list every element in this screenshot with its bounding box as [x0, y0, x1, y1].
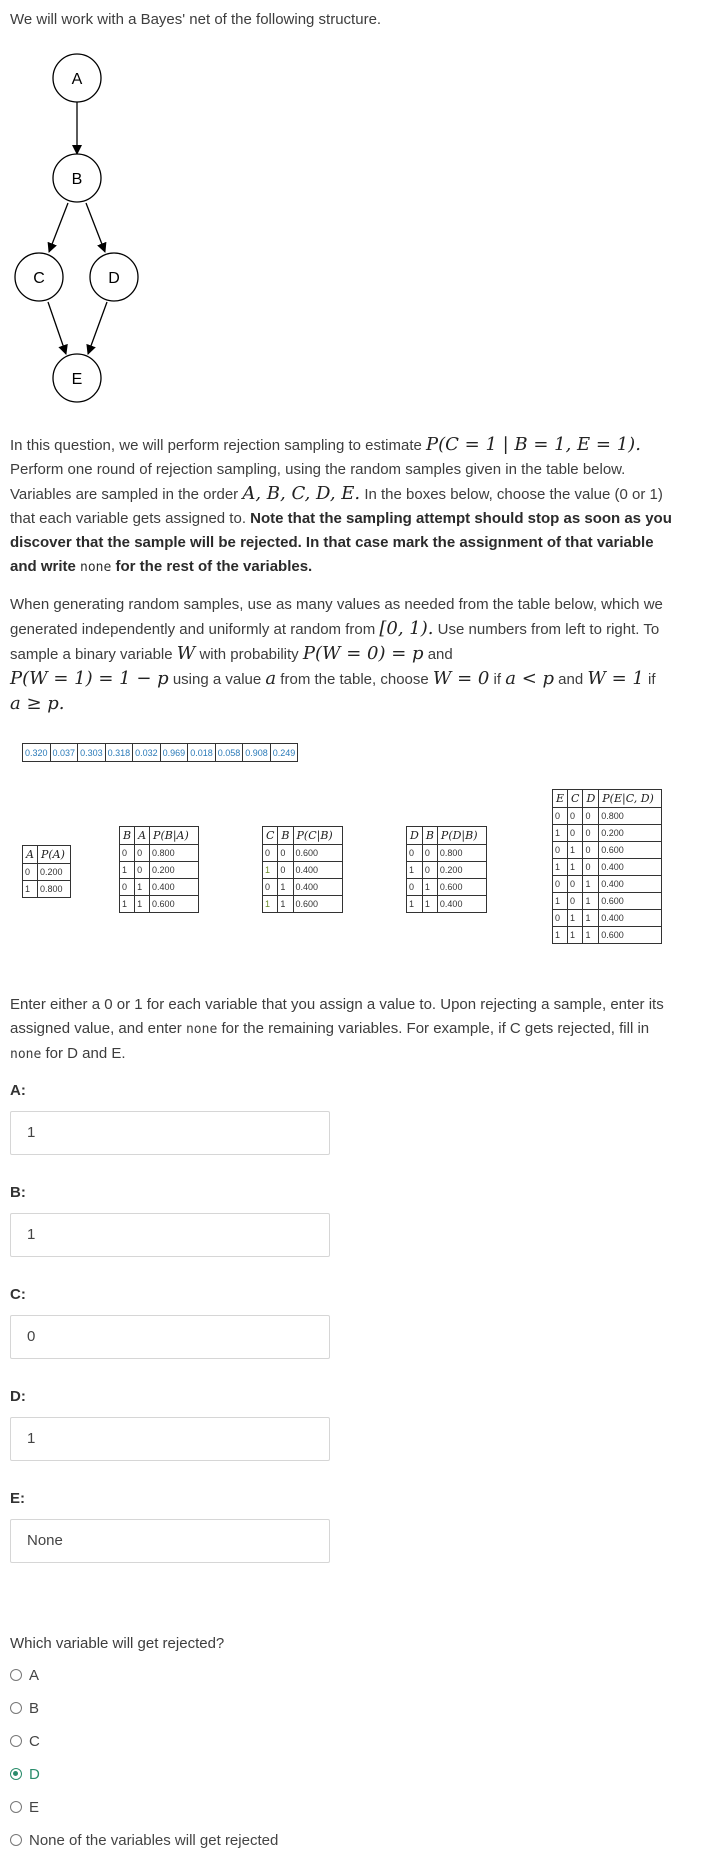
table-row: 0 1 0.600	[407, 879, 487, 896]
field-label-e: E:	[10, 1490, 25, 1507]
edge-b-c	[49, 203, 68, 252]
cpt-a-table: A P(A) 0 0.200 1 0.800	[22, 845, 71, 898]
answer-input-d[interactable]: 1	[10, 1417, 330, 1461]
table-row: 1 0 0 0.200	[553, 825, 662, 842]
radio-button[interactable]	[10, 1735, 22, 1747]
radio-button[interactable]	[10, 1834, 22, 1846]
radio-option-a[interactable]: A	[10, 1664, 39, 1686]
radio-option-b[interactable]: B	[10, 1697, 39, 1719]
cpt-e-table: E C D P(E|C, D) 0 0 0 0.800 1 0 0 0.200 0 1 0 0.600 1 1 0 0.400 0 0 1 0.400 1 0 1 0.600 0 1 1 0.400 1 1 1 0.600	[552, 789, 662, 944]
sample-cell: 0.249	[270, 744, 298, 762]
table-row: 1 0 0.200	[120, 862, 199, 879]
node-b	[53, 154, 101, 202]
cpt-b-table: B A P(B|A) 0 0 0.800 1 0 0.200 0 1 0.400 1 1 0.600	[119, 826, 199, 913]
cpt-d-table: D B P(D|B) 0 0 0.800 1 0 0.200 0 1 0.600 1 1 0.400	[406, 826, 487, 913]
question-paragraph-1: In this question, we will perform rejection sampling to estimate P(C = 1 | B = 1, E = 1). Perform one round of rejection sampling, using the random samples given in the table below. Variables are sampled in the order A, B, C, D, E. In the boxes below, choose the value (0 or 1) that each variable gets assigned to. Note that the sampling attempt should stop as soon as you discover that the sample will be rejected. In that case mark the assignment of that variable and write none for the rest of the variables.	[10, 434, 672, 575]
table-row: 0 1 1 0.400	[553, 910, 662, 927]
sample-cell: 0.037	[50, 744, 78, 762]
radio-button[interactable]	[10, 1801, 22, 1813]
table-row: 1 1 0 0.400	[553, 859, 662, 876]
random-samples-table	[22, 743, 298, 762]
samples-row	[23, 744, 298, 762]
radio-button-selected[interactable]	[10, 1768, 22, 1780]
sample-cell: 0.320	[23, 744, 51, 762]
table-row: 0 0.200	[23, 864, 71, 881]
field-label-c: C:	[10, 1286, 26, 1303]
sample-cell: 0.032	[133, 744, 161, 762]
math-target: P(C = 1 | B = 1, E = 1).	[426, 434, 641, 455]
table-row: 1 0 1 0.600	[553, 893, 662, 910]
table-row: 1 1 0.600	[120, 896, 199, 913]
sample-cell: 0.018	[188, 744, 216, 762]
answer-input-c[interactable]: 0	[10, 1315, 330, 1359]
answer-input-a[interactable]: 1	[10, 1111, 330, 1155]
table-row: 1 0 0.200	[407, 862, 487, 879]
node-d	[90, 253, 138, 301]
table-row: 0 1 0.400	[120, 879, 199, 896]
svg-text:E: E	[71, 371, 83, 388]
answer-input-b[interactable]: 1	[10, 1213, 330, 1257]
cpt-c-table: C B P(C|B) 0 0 0.600 1 0 0.400 0 1 0.400 1 1 0.600	[262, 826, 343, 913]
table-row: 1 1 0.600	[263, 896, 343, 913]
radio-button[interactable]	[10, 1669, 22, 1681]
question-paragraph-2: When generating random samples, use as many values as needed from the table below, which we generated independently and uniformly at random from [0, 1). Use numbers from left to right. To sample a binary variable W with probability P(W = 0) = p and P(W = 1) = 1 − p using a value a from the table, choose W = 0 if a < p and W = 1 if a ≥ p.	[10, 596, 663, 714]
table-row: 0 0 0.800	[407, 845, 487, 862]
table-row: 0 1 0 0.600	[553, 842, 662, 859]
table-row: 1 1 0.400	[407, 896, 487, 913]
field-label-a: A:	[10, 1082, 26, 1099]
bayes-net-diagram	[0, 40, 160, 420]
answer-input-e[interactable]: None	[10, 1519, 330, 1563]
table-row: 1 1 1 0.600	[553, 927, 662, 944]
svg-text:B: B	[71, 171, 83, 188]
table-row: 1 0.800	[23, 881, 71, 898]
rejection-prompt: Which variable will get rejected?	[10, 1635, 225, 1652]
instructions-text: Enter either a 0 or 1 for each variable that you assign a value to. Upon rejecting a sample, enter its assigned value, and enter none for the remaining variables. For example, if C gets rejected, fill in none for D and E.	[10, 996, 664, 1062]
sample-cell: 0.908	[243, 744, 271, 762]
math-order: A, B, C, D, E.	[242, 483, 361, 504]
sample-cell: 0.303	[78, 744, 106, 762]
svg-text:A: A	[71, 71, 83, 88]
table-row: 0 0 0.600	[263, 845, 343, 862]
edge-c-e	[48, 302, 66, 354]
edge-b-d	[86, 203, 105, 252]
node-a	[53, 54, 101, 102]
sample-cell: 0.058	[215, 744, 243, 762]
field-label-d: D:	[10, 1388, 26, 1405]
svg-text:C: C	[33, 270, 45, 287]
node-c	[15, 253, 63, 301]
sample-cell: 0.318	[105, 744, 133, 762]
radio-option-e[interactable]: E	[10, 1796, 39, 1818]
sample-cell: 0.969	[160, 744, 188, 762]
radio-option-d[interactable]: D	[10, 1763, 40, 1785]
intro-text: We will work with a Bayes' net of the following structure.	[10, 11, 382, 28]
table-row: 0 0 0.800	[120, 845, 199, 862]
svg-text:D: D	[108, 270, 120, 287]
table-row: 0 0 0 0.800	[553, 808, 662, 825]
radio-option-c[interactable]: C	[10, 1730, 40, 1752]
table-row: 1 0 0.400	[263, 862, 343, 879]
radio-option-none[interactable]: None of the variables will get rejected	[10, 1829, 278, 1851]
table-row: 0 1 0.400	[263, 879, 343, 896]
table-row: 0 0 1 0.400	[553, 876, 662, 893]
radio-button[interactable]	[10, 1702, 22, 1714]
edge-d-e	[88, 302, 107, 354]
field-label-b: B:	[10, 1184, 26, 1201]
node-e	[53, 354, 101, 402]
